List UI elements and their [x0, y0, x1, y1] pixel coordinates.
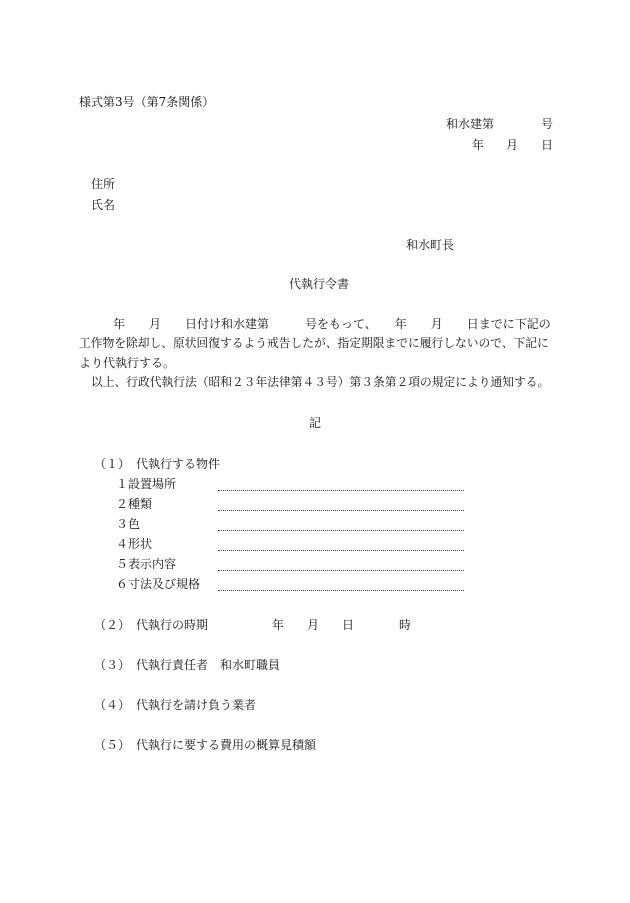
body-line-2: 工作物を除却し、原状回復するよう戒告したが、指定期限までに履行しないので、下記に — [79, 336, 549, 350]
subitem-4: ４形状 — [116, 537, 153, 551]
date-month: 月 — [506, 138, 519, 152]
doc-number-suffix: 号 — [541, 117, 554, 131]
ki-heading: 記 — [309, 416, 322, 430]
body-line-4: 以上、行政代執行法（昭和２３年法律第４３号）第３条第２項の規定により通知する。 — [91, 375, 550, 389]
dotted-line-6 — [218, 590, 464, 591]
item-1: （１） 代執行する物件 — [94, 457, 221, 471]
timing-day: 日 — [342, 618, 355, 632]
name-label: 氏名 — [91, 198, 116, 212]
dotted-line-1 — [218, 490, 464, 491]
timing-hour: 時 — [399, 618, 412, 632]
date-day: 日 — [541, 138, 554, 152]
item-5: （５） 代執行に要する費用の概算見積額 — [94, 738, 317, 752]
subitem-6: ６寸法及び規格 — [116, 577, 201, 591]
subitem-1: １設置場所 — [116, 477, 177, 491]
timing-month: 月 — [307, 618, 320, 632]
dotted-line-4 — [218, 550, 464, 551]
doc-number-prefix: 和水建第 — [446, 117, 495, 131]
dotted-line-3 — [218, 530, 464, 531]
dotted-line-2 — [218, 510, 464, 511]
subitem-2: ２種類 — [116, 497, 153, 511]
body-line-1: 年 月 日付け和水建第 号をもって、 年 月 日までに下記の — [113, 317, 551, 331]
subitem-5: ５表示内容 — [116, 557, 177, 571]
body-line-3: より代執行する。 — [79, 356, 176, 370]
timing-year: 年 — [272, 618, 285, 632]
address-label: 住所 — [91, 177, 116, 191]
date-year: 年 — [472, 138, 485, 152]
form-number: 様式第3号（第7条関係） — [79, 95, 215, 109]
dotted-line-5 — [218, 570, 464, 571]
item-2: （２） 代執行の時期 — [94, 618, 209, 632]
item-4: （４） 代執行を請け負う業者 — [94, 698, 257, 712]
issuer: 和水町長 — [406, 238, 455, 252]
item-3: （３） 代執行責任者 和水町職員 — [94, 658, 281, 672]
subitem-3: ３色 — [116, 517, 141, 531]
page-title: 代執行令書 — [289, 277, 350, 291]
